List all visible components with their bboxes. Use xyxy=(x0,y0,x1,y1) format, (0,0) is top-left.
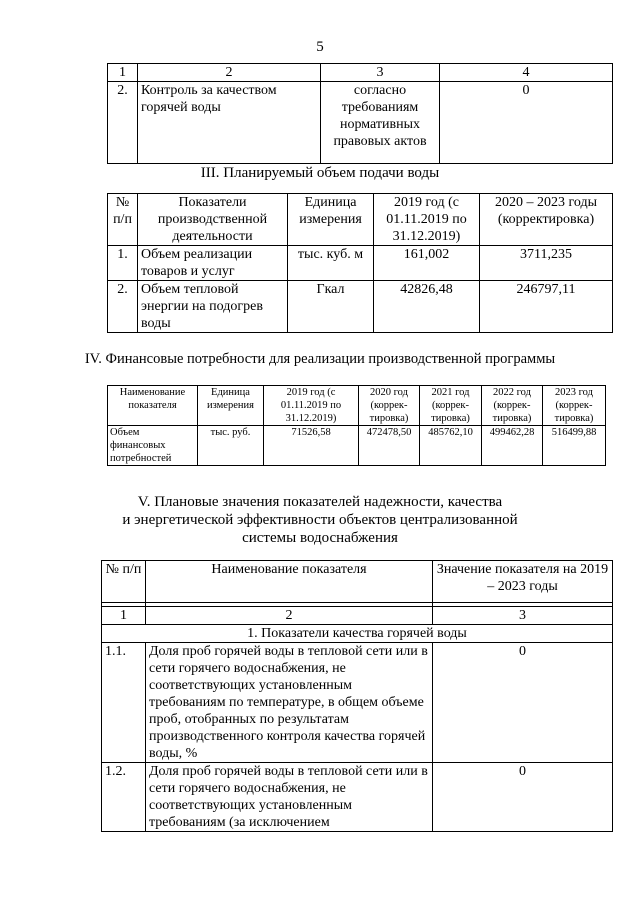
row-text: Доля проб горячей воды в тепловой сети или в сети горячего водоснабжения, не соответствующих установленным требованиям (за исключением xyxy=(146,763,433,832)
table-header-row xyxy=(108,386,606,426)
col-number: 1 xyxy=(108,64,138,82)
row-unit: тыс. куб. м xyxy=(288,246,374,281)
header-cell: Значение показателя на 2019 – 2023 годы xyxy=(433,561,613,603)
financial-needs-table xyxy=(107,385,606,466)
row-number: 1.2. xyxy=(102,763,146,832)
col-number: 1 xyxy=(102,607,146,625)
col-number: 2 xyxy=(138,64,321,82)
row-number: 1.1. xyxy=(102,643,146,763)
row-value-2021: 485762,10 xyxy=(420,426,482,466)
col-number: 2 xyxy=(146,607,433,625)
header-cell: 2020 год (коррек-тировка) xyxy=(359,386,420,426)
header-cell: 2021 год (коррек-тировка) xyxy=(420,386,482,426)
row-value-2020-2023: 246797,11 xyxy=(480,281,613,333)
col-number: 3 xyxy=(433,607,613,625)
table-row xyxy=(102,643,613,763)
group-title: 1. Показатели качества горячей воды xyxy=(102,625,613,643)
row-name: Объем финансовых потребностей xyxy=(108,426,198,466)
table-row xyxy=(102,763,613,832)
header-cell: 2019 год (с 01.11.2019 по 31.12.2019) xyxy=(264,386,359,426)
row-value-2022: 499462,28 xyxy=(482,426,543,466)
row-value-2019: 71526,58 xyxy=(264,426,359,466)
header-cell: Наименование показателя xyxy=(146,561,433,603)
group-title-row xyxy=(102,625,613,643)
row-value-2019: 161,002 xyxy=(374,246,480,281)
row-value-2020-2023: 3711,235 xyxy=(480,246,613,281)
header-cell: 2022 год (коррек-тировка) xyxy=(482,386,543,426)
header-cell: № п/п xyxy=(102,561,146,603)
header-cell: 2023 год (коррек-тировка) xyxy=(543,386,606,426)
table-header-row xyxy=(108,64,613,82)
quality-control-table xyxy=(107,63,613,164)
header-cell: 2020 – 2023 годы (корректировка) xyxy=(480,194,613,246)
table-row xyxy=(108,246,613,281)
row-unit: Гкал xyxy=(288,281,374,333)
row-number: 2. xyxy=(108,82,138,164)
row-text: Доля проб горячей воды в тепловой сети или в сети горячего водоснабжения, не соответствующих установленным требованиям по температуре, в общем объеме проб, отобранных по результатам производственного контроля качества горячей воды, % xyxy=(146,643,433,763)
row-value-2023: 516499,88 xyxy=(543,426,606,466)
section-3-title: III. Планируемый объем подачи воды xyxy=(200,165,440,181)
row-value: 0 xyxy=(433,643,613,763)
table-row xyxy=(108,281,613,333)
header-cell: Показатели производственной деятельности xyxy=(138,194,288,246)
table-header-row xyxy=(102,561,613,603)
column-number-row xyxy=(102,607,613,625)
row-requirement: согласно требованиям нормативных правовых актов xyxy=(321,82,440,164)
row-name: Объем реализации товаров и услуг xyxy=(138,246,288,281)
col-number: 3 xyxy=(321,64,440,82)
section-5-title-line-2: и энергетической эффективности объектов централизованной xyxy=(122,512,518,528)
col-number: 4 xyxy=(440,64,613,82)
section-5-title-line-1: V. Плановые значения показателей надежности, качества xyxy=(137,494,503,510)
row-name: Объем тепловой энергии на подогрев воды xyxy=(138,281,288,333)
row-value: 0 xyxy=(433,763,613,832)
row-number: 1. xyxy=(108,246,138,281)
page-number: 5 xyxy=(316,39,324,55)
section-5-title-line-3: системы водоснабжения xyxy=(242,530,398,546)
table-row xyxy=(108,426,606,466)
row-name: Контроль за качеством горячей воды xyxy=(138,82,321,164)
row-value-2019: 42826,48 xyxy=(374,281,480,333)
table-row xyxy=(108,82,613,164)
header-cell: Наименование показателя xyxy=(108,386,198,426)
header-cell: Единица измерения xyxy=(288,194,374,246)
section-4-title: IV. Финансовые потребности для реализации производственной программы xyxy=(84,351,556,367)
row-number: 2. xyxy=(108,281,138,333)
row-value: 0 xyxy=(440,82,613,164)
header-cell: № п/п xyxy=(108,194,138,246)
row-unit: тыс. руб. xyxy=(198,426,264,466)
reliability-indicators-table xyxy=(101,560,613,832)
header-cell: Единица измерения xyxy=(198,386,264,426)
table-header-row xyxy=(108,194,613,246)
row-value-2020: 472478,50 xyxy=(359,426,420,466)
header-cell: 2019 год (с 01.11.2019 по 31.12.2019) xyxy=(374,194,480,246)
water-supply-volume-table xyxy=(107,193,613,333)
